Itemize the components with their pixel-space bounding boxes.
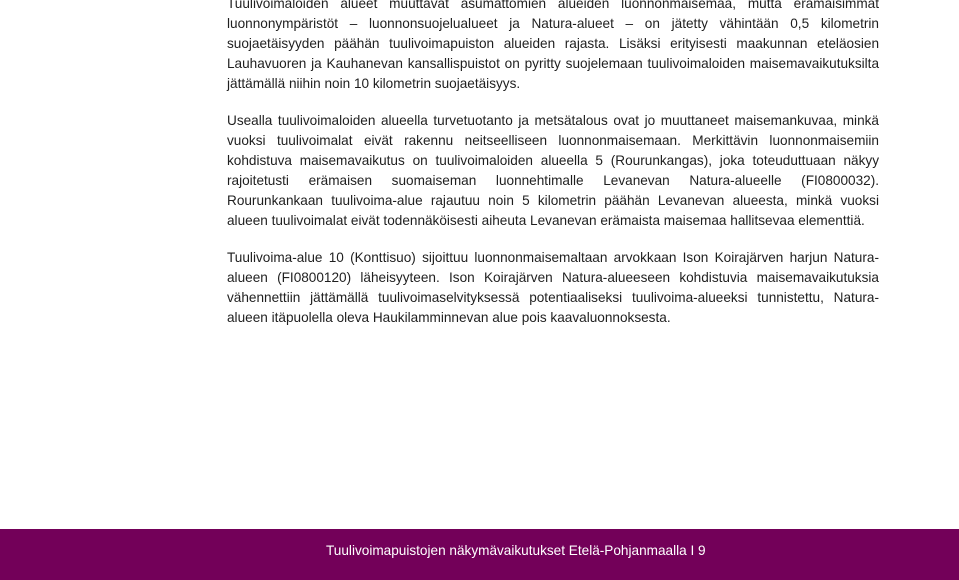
paragraph-landscape-impact	[227, 111, 879, 231]
paragraph-text: Tuulivoima-alue 10 (Konttisuo) sijoittuu luonnonmaisemaltaan arvokkaan Ison Koirajärven harjun Natura-alueen (FI0800120) läheisyyteen.	[227, 250, 879, 285]
page-footer	[0, 529, 959, 580]
paragraph-text: Tuulivoimaloiden alueet muuttavat asumattomien alueiden luonnonmaisemaa, mutta erämaisimmat luonnonympäristöt – luonnonsuojelualueet ja Natura-alueet – on jätetty vähintään 0,5 kilometrin suojaetäisyyden päähän tuulivoimapuiston alueiden rajasta.	[227, 0, 879, 51]
paragraph-text: Lisäksi erityisesti maakunnan eteläosien Lauhavuoren ja Kauhanevan kansallispuistot on pyritty suojelemaan tuulivoimaloiden maisemavaikutuksilta jättämällä niihin noin 10 kilometrin suojaetäisyys.	[227, 36, 880, 91]
paragraph-konttisuo	[227, 248, 879, 328]
page-body	[227, 0, 879, 328]
paragraph-text: Rourunkankaan tuulivoima-alue rajautuu noin 5 kilometrin päähän Levanevan alueesta, minkä vuoksi alueen tuulivoimalat eivät todennäköisesti aiheuta Levanevan erämaista maisemaa hallitsevaa elementtiä.	[227, 193, 879, 228]
footer-page-label: Tuulivoimapuistojen näkymävaikutukset Etelä-Pohjanmaalla I 9	[326, 543, 706, 558]
paragraph-text: Merkittävin luonnonmaisemiin kohdistuva maisemavaikutus on tuulivoimaloiden alueella 5 (Rourunkangas), joka toteuduttuaan näkyy rajoitetusti erämaisen suomaiseman luonnehtimalle Levanevan Natura-alueelle (FI0800032).	[227, 133, 879, 188]
paragraph-nature-areas	[227, 0, 879, 94]
paragraph-text: Usealla tuulivoimaloiden alueella turvetuotanto ja metsätalous ovat jo muuttaneet maisemankuvaa, minkä vuoksi tuulivoimalat eivät rakennu neitseelliseen luonnonmaisemaan.	[227, 113, 879, 148]
paragraph-text: Ison Koirajärven Natura-alueeseen kohdistuvia maisemavaikutuksia vähennettiin jättämällä tuulivoimaselvityksessä potentiaaliseksi tuulivoima-alueeksi tunnistettu, Natura-alueen itäpuolella oleva Haukilamminnevan alue pois kaavaluonnoksesta.	[227, 270, 879, 325]
